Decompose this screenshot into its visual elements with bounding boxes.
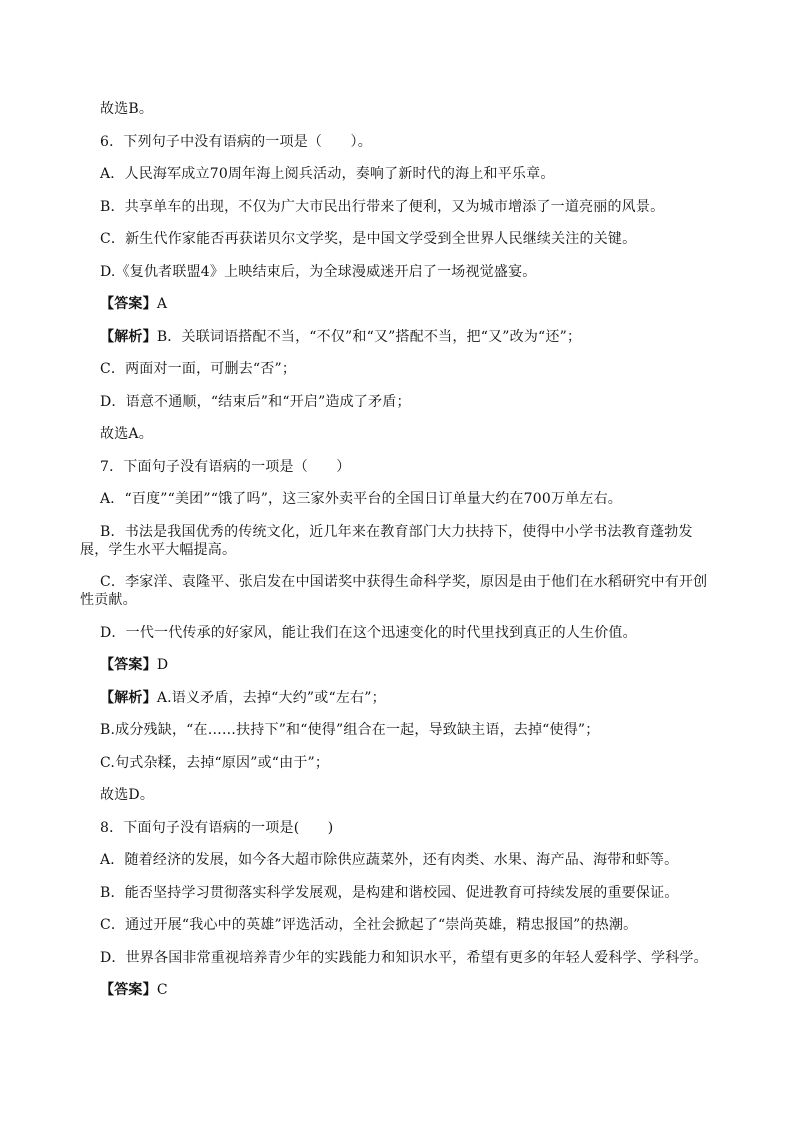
answer-value: D xyxy=(156,657,169,673)
question-7: 7．下面句子没有语病的一项是（ ） xyxy=(100,458,351,475)
conclusion-line: 故选D。 xyxy=(100,787,155,803)
question-8-option-a: A．随着经济的发展，如今各大超市除供应蔬菜外，还有肉类、水果、海产品、海带和虾等。 xyxy=(100,852,679,868)
conclusion-line: 故选B。 xyxy=(100,101,154,117)
question-7-analysis-b: B.成分残缺，“在……扶持下”和“使得”组合在一起，导致缺主语，去掉“使得”； xyxy=(100,722,600,738)
answer-value: A xyxy=(156,296,168,312)
question-8-option-c: C．通过开展“我心中的英雄”评选活动，全社会掀起了“崇尚英雄，精忠报国”的热潮。 xyxy=(100,917,638,933)
analysis-text: A.语义矛盾，去掉“大约”或“左右”； xyxy=(156,689,386,706)
document-content xyxy=(80,100,720,1014)
question-7-analysis xyxy=(80,689,720,707)
question-6-option-a: A．人民海军成立70周年海上阅兵活动，奏响了新时代的海上和平乐章。 xyxy=(100,166,555,182)
question-8-option-d: D．世界各国非常重视培养青少年的实践能力和知识水平，希望有更多的年轻人爱科学、学科学。 xyxy=(100,949,708,966)
question-6: 6．下列句子中没有语病的一项是（ ）。 xyxy=(100,133,372,150)
answer-tag: 【答案】 xyxy=(100,296,157,312)
question-7-answer xyxy=(80,656,720,674)
question-8-option-b: B．能否坚持学习贯彻落实科学发展观，是构建和谐校园、促进教育可持续发展的重要保证。 xyxy=(100,884,679,901)
answer-tag: 【答案】 xyxy=(100,657,157,673)
question-6-analysis-d: D．语意不通顺，“结束后”和“开启”造成了矛盾； xyxy=(100,393,411,410)
analysis-text: B．关联词语搭配不当，“不仅”和“又”搭配不当，把“又”改为“还”； xyxy=(156,328,582,345)
conclusion-line: 故选A。 xyxy=(100,426,153,442)
question-8: 8．下面句子没有语病的一项是( ) xyxy=(100,819,334,836)
question-6-option-d: D.《复仇者联盟4》上映结束后，为全球漫威迷开启了一场视觉盛宴。 xyxy=(100,263,537,280)
answer-value: C xyxy=(156,982,168,998)
question-7-analysis-c: C.句式杂糅，去掉“原因”或“由于”； xyxy=(100,754,330,771)
question-6-option-c: C．新生代作家能否再获诺贝尔文学奖，是中国文学受到全世界人民继续关注的关键。 xyxy=(100,231,637,247)
analysis-tag: 【解析】 xyxy=(100,689,157,706)
question-7-option-b: B．书法是我国优秀的传统文化，近几年来在教育部门大力扶持下，使得中小学书法教育蓬勃发展，学生水平大幅提高。 xyxy=(80,523,693,558)
question-7-option-d: D．一代一代传承的好家风，能让我们在这个迅速变化的时代里找到真正的人生价值。 xyxy=(100,624,637,641)
analysis-tag: 【解析】 xyxy=(100,328,157,345)
question-6-answer xyxy=(80,295,720,313)
question-6-analysis xyxy=(80,328,720,346)
question-7-option-c: C．李家洋、袁隆平、张启发在中国诺奖中获得生命科学奖，原因是由于他们在水稻研究中有开创性贡献。 xyxy=(80,574,708,608)
question-6-analysis-c: C．两面对一面，可删去“否”； xyxy=(100,361,297,377)
question-7-option-a: A．“百度”“美团”“饿了吗”，这三家外卖平台的全国日订单量大约在700万单左右。 xyxy=(100,491,622,507)
question-6-option-b: B．共享单车的出现，不仅为广大市民出行带来了便利，又为城市增添了一道亮丽的风景。 xyxy=(100,198,665,215)
question-8-answer xyxy=(80,981,720,999)
answer-tag: 【答案】 xyxy=(100,982,157,998)
